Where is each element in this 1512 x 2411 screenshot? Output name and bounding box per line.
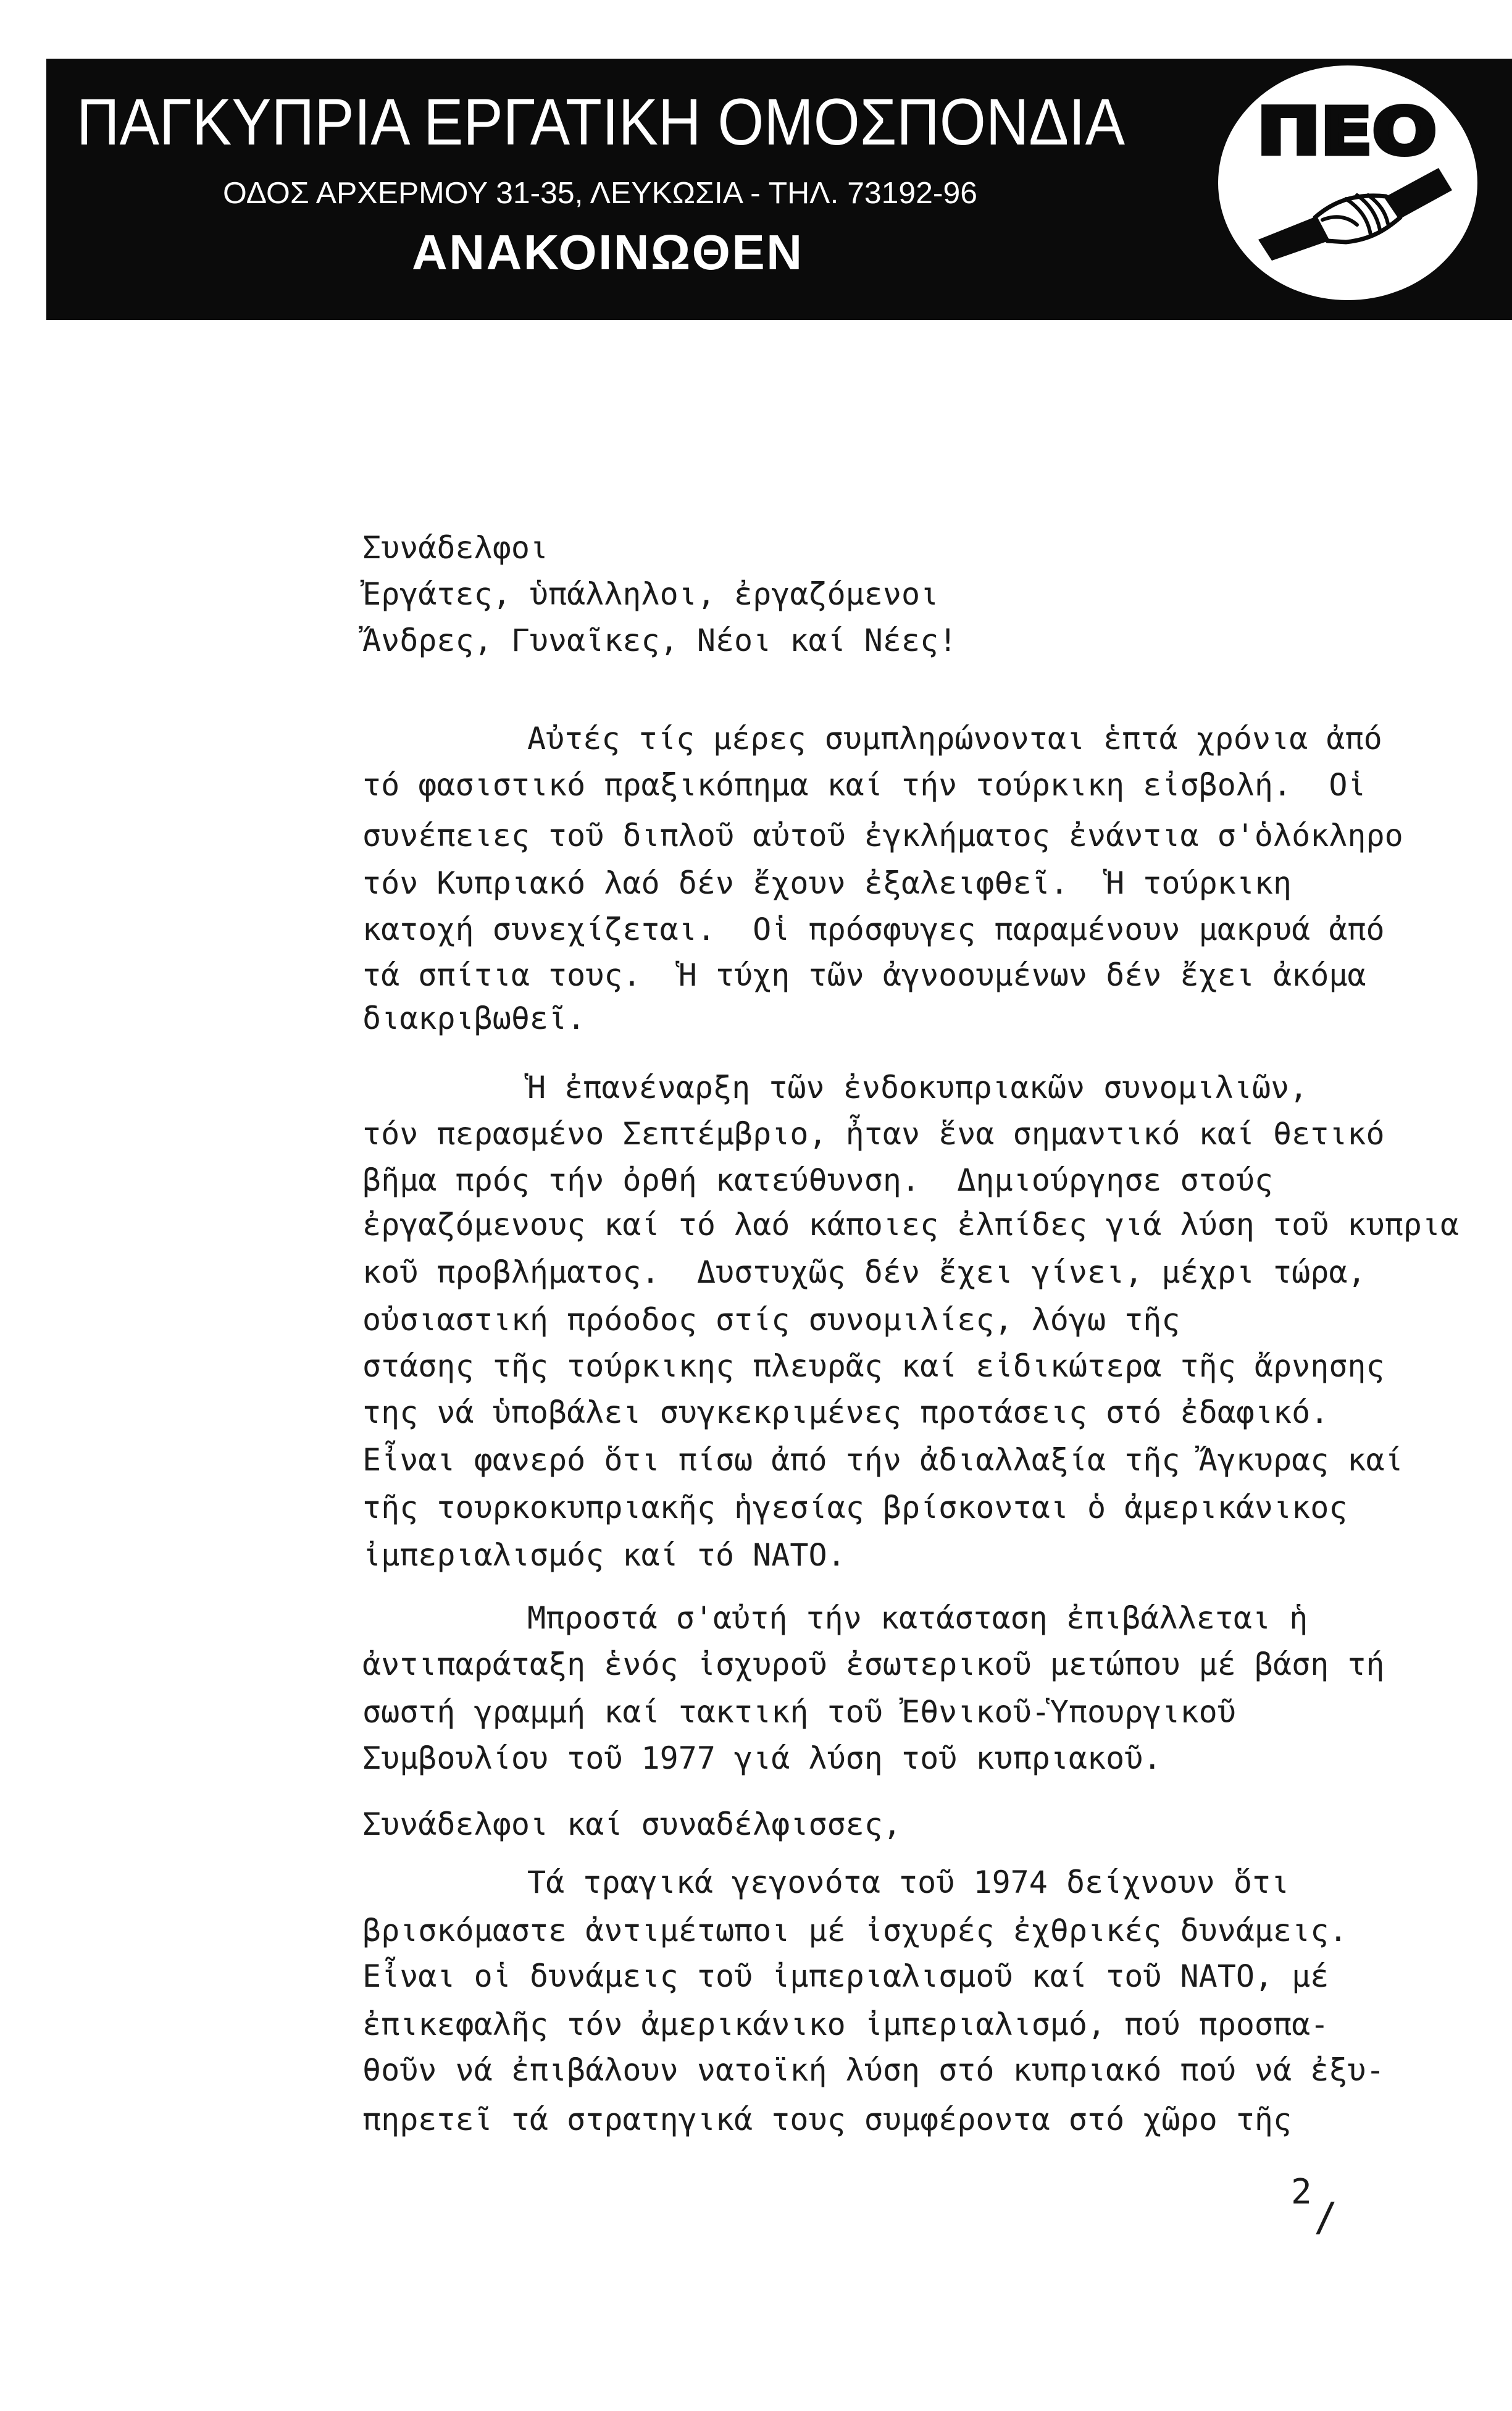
body-line: τόν Κυπριακό λαό δέν ἔχουν ἐξαλειφθεῖ. Ἡ τούρκικη [362,865,1292,901]
body-line: διακριβωθεῖ. [362,1000,586,1036]
body-line: Μπροστά σ'αὐτή τήν κατάσταση ἐπιβάλλεται ἡ [527,1600,1308,1636]
salutation-line: Ἄνδρες, Γυναῖκες, Νέοι καί Νέες! [362,623,958,658]
body-line: οὐσιαστική πρόοδος στίς συνομιλίες, λόγω τῆς [362,1302,1180,1338]
body-line: πηρετεῖ τά στρατηγικά τους συμφέροντα στό χῶρο τῆς [362,2102,1292,2137]
salutation-line: Ἐργάτες, ὑπάλληλοι, ἐργαζόμενοι [362,576,939,612]
body-line: Συμβουλίου τοῦ 1977 γιά λύση τοῦ κυπριακοῦ. [362,1740,1162,1776]
body-line: θοῦν νά ἐπιβάλουν νατοϊκή λύση στό κυπριακό πού νά ἐξυ- [362,2052,1385,2088]
body-line: της νά ὑποβάλει συγκεκριμένες προτάσεις στό ἐδαφικό. [362,1394,1329,1430]
body-line: κοῦ προβλήματος. Δυστυχῶς δέν ἔχει γίνει, μέχρι τώρα, [362,1254,1366,1290]
body-line: ἀντιπαράταξη ἑνός ἰσχυροῦ ἐσωτερικοῦ μετώπου μέ βάση τή [362,1646,1385,1682]
body-line: Εἶναι φανερό ὅτι πίσω ἀπό τήν ἀδιαλλαξία τῆς Ἄγκυρας καί [362,1442,1403,1478]
peo-logo [1218,65,1477,300]
second-salutation: Συνάδελφοι καί συναδέλφισσες, [362,1806,901,1842]
continuation-slash: / [1314,2195,1338,2241]
body-line: κατοχή συνεχίζεται. Οἱ πρόσφυγες παραμένουν μακρυά ἀπό [362,912,1385,947]
body-line: σωστή γραμμή καί τακτική τοῦ Ἐθνικοῦ-Ὑπουργικοῦ [362,1694,1236,1730]
organization-address: ΟΔΟΣ ΑΡΧΕΡΜΟΥ 31-35, ΛΕΥΚΩΣΙΑ - ΤΗΛ. 73192-96 [223,177,977,210]
body-line: ἰμπεριαλισμός καί τό ΝΑΤΟ. [362,1537,846,1573]
body-line: βῆμα πρός τήν ὀρθή κατεύθυνση. Δημιούργησε στούς [362,1162,1274,1198]
document-type-heading: ΑΝΑΚΟΙΝΩΘΕΝ [412,225,802,280]
body-line: ἐργαζόμενους καί τό λαό κάποιες ἐλπίδες γιά λύση τοῦ κυπρια [362,1207,1460,1243]
body-line: ἐπικεφαλῆς τόν ἀμερικάνικο ἰμπεριαλισμό, πού προσπα- [362,2006,1329,2042]
page-number: 2 [1291,2172,1312,2212]
body-line: Τά τραγικά γεγονότα τοῦ 1974 δείχνουν ὅτι [527,1864,1290,1900]
organization-name: ΠΑΓΚΥΠΡΙΑ ΕΡΓΑΤΙΚΗ ΟΜΟΣΠΟΝΔΙΑ [77,85,1126,159]
salutation-line: Συνάδελφοι [362,530,549,566]
body-line: στάσης τῆς τούρκικης πλευρᾶς καί εἰδικώτερα τῆς ἄρνησης [362,1348,1385,1384]
letterhead-graphic [46,59,1512,320]
body-line: τά σπίτια τους. Ἡ τύχη τῶν ἀγνοουμένων δέν ἔχει ἀκόμα [362,957,1366,993]
body-line: Αὐτές τίς μέρες συμπληρώνονται ἑπτά χρόνια ἀπό [527,721,1382,757]
body-line: τῆς τουρκοκυπριακῆς ἡγεσίας βρίσκονται ὁ ἀμερικάνικος [362,1490,1348,1525]
body-line: συνέπειες τοῦ διπλοῦ αὐτοῦ ἐγκλήματος ἐνάντια σ'ὁλόκληρο [362,818,1403,853]
logo-lettering: ΠΕΟ [1257,94,1437,169]
body-line: τό φασιστικό πραξικόπημα καί τήν τούρκικη εἰσβολή. Οἱ [362,767,1366,803]
body-line: Εἶναι οἱ δυνάμεις τοῦ ἰμπεριαλισμοῦ καί τοῦ ΝΑΤΟ, μέ [362,1958,1329,1994]
body-line: τόν περασμένο Σεπτέμβριο, ἦταν ἕνα σημαντικό καί θετικό [362,1116,1385,1152]
body-line: Ἡ ἐπανέναρξη τῶν ἐνδοκυπριακῶν συνομιλιῶν, [527,1070,1308,1105]
letterhead-band [46,59,1512,320]
body-line: βρισκόμαστε ἀντιμέτωποι μέ ἰσχυρές ἐχθρικές δυνάμεις. [362,1913,1348,1948]
